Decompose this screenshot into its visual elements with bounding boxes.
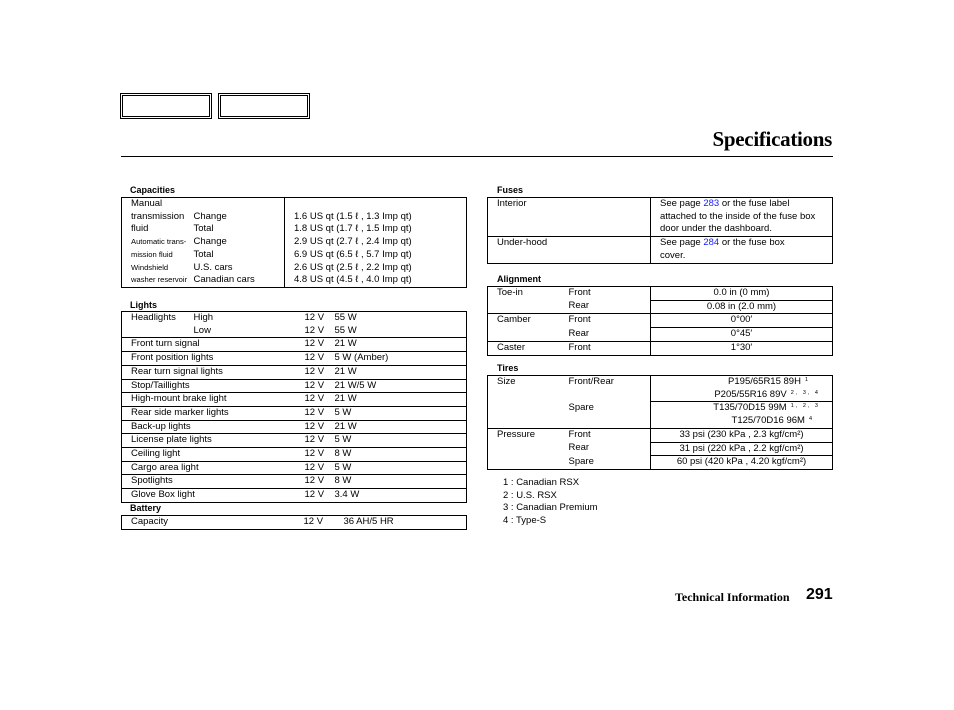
tires-heading: Tires	[497, 363, 519, 373]
alignment-sub: Front	[568, 287, 591, 298]
tire-pressure-value: 33 psi (230 kPa , 2.3 kgf/cm²)	[651, 428, 833, 442]
fuse-interior-label: Interior	[497, 198, 527, 209]
light-volt: 12 V	[304, 352, 325, 364]
light-name: Rear side marker lights	[131, 406, 229, 418]
light-watt: 21 W/5 W	[334, 379, 377, 391]
page-title: Specifications	[712, 127, 832, 151]
lights-row	[122, 475, 467, 489]
light-name: Headlights	[131, 312, 176, 323]
battery-name: Capacity	[131, 516, 168, 527]
lights-heading: Lights	[130, 300, 157, 310]
capacity-sub: U.S. cars	[193, 261, 233, 273]
tire-pressure-sub: Spare	[568, 455, 594, 467]
light-volt: 12 V	[304, 338, 325, 350]
fuse-interior-text: See page 283 or the fuse label attached to the inside of the fuse box door under the dashboard.	[651, 198, 833, 237]
alignment-value: 0.08 in (2.0 mm)	[651, 300, 833, 314]
light-volt: 12 V	[304, 312, 325, 323]
tire-pressure-sub: Front	[568, 428, 591, 440]
alignment-name	[488, 300, 559, 314]
light-sub: Low	[193, 324, 211, 336]
lights-row	[122, 312, 467, 325]
washer-label-1: Windshield	[131, 262, 169, 272]
light-watt: 5 W	[334, 434, 352, 446]
capacity-value: 2.9 US qt (2.7 ℓ , 2.4 Imp qt)	[285, 236, 467, 249]
tire-footnotes	[503, 477, 598, 528]
capacity-sub: Total	[193, 248, 214, 260]
light-watt: 21 W	[334, 420, 357, 432]
fuse-underhood-text: See page 284 or the fuse box cover.	[651, 237, 833, 263]
footnote: 1 : Canadian RSX	[503, 477, 580, 488]
light-name: Rear turn signal lights	[131, 365, 223, 377]
light-watt: 8 W	[334, 475, 352, 487]
light-volt: 12 V	[304, 461, 325, 473]
capacity-sub: Change	[193, 236, 227, 248]
battery-table	[121, 515, 467, 530]
alignment-name	[488, 328, 559, 342]
lights-row	[122, 406, 467, 420]
light-watt: 21 W	[334, 338, 357, 350]
light-name: Glove Box light	[131, 489, 195, 501]
light-volt: 12 V	[304, 489, 325, 501]
alignment-row	[488, 300, 833, 314]
alignment-sub: Rear	[568, 300, 590, 312]
light-name: High-mount brake light	[131, 393, 227, 405]
alignment-value: 0°00′	[651, 314, 833, 328]
light-volt: 12 V	[304, 448, 325, 460]
washer-label-2: washer reservoir	[131, 275, 188, 285]
light-watt: 5 W	[334, 406, 352, 418]
tire-size: P205/55R16 89V	[714, 388, 787, 400]
light-name: Cargo area light	[131, 461, 199, 473]
capacity-sub: Change	[193, 210, 227, 222]
footnote: 3 : Canadian Premium	[503, 502, 598, 514]
manual-label-2: transmission	[131, 210, 185, 222]
light-volt: 12 V	[304, 379, 325, 391]
fuse-page-link-283[interactable]: 283	[703, 198, 720, 209]
light-name: Stop/Taillights	[131, 379, 190, 391]
tires-table	[487, 375, 833, 470]
manual-label-1: Manual	[131, 198, 163, 209]
lights-row	[122, 338, 467, 352]
lights-row	[122, 352, 467, 366]
alignment-row	[488, 287, 833, 301]
tire-pressure-sub: Rear	[568, 442, 590, 454]
alignment-table	[487, 286, 833, 356]
light-name	[122, 325, 193, 338]
battery-heading: Battery	[130, 503, 162, 513]
light-name: Front turn signal	[131, 338, 200, 350]
light-name: Spotlights	[131, 475, 173, 487]
footer-section-label: Technical Information	[675, 590, 790, 604]
battery-value: 36 AH/5 HR	[343, 516, 394, 527]
footnote: 2 : U.S. RSX	[503, 489, 557, 501]
light-watt: 21 W	[334, 365, 357, 377]
lights-row	[122, 489, 467, 503]
tire-size-label: Size	[497, 376, 516, 387]
tire-size: T135/70D15 99M	[713, 402, 787, 414]
nav-tab-box-1[interactable]	[120, 93, 212, 119]
lights-row	[122, 448, 467, 462]
light-volt: 12 V	[304, 324, 325, 336]
light-name: Ceiling light	[131, 448, 181, 460]
capacities-table	[121, 197, 467, 288]
battery-volt: 12 V	[303, 516, 324, 527]
light-name: Front position lights	[131, 352, 214, 364]
alignment-sub: Front	[568, 314, 591, 326]
lights-row	[122, 379, 467, 393]
tire-spare-label: Spare	[559, 402, 651, 415]
alignment-row	[488, 341, 833, 355]
tire-pressure-label: Pressure	[497, 428, 536, 440]
capacity-value: 2.6 US qt (2.5 ℓ , 2.2 Imp qt)	[285, 262, 467, 275]
tire-pressure-value: 60 psi (420 kPa , 4.20 kgf/cm²)	[651, 456, 833, 470]
fuses-heading: Fuses	[497, 185, 524, 195]
light-volt: 12 V	[304, 406, 325, 418]
light-sub: High	[193, 312, 214, 323]
page-number: 291	[806, 586, 833, 603]
alignment-name: Camber	[497, 314, 531, 326]
lights-row	[122, 461, 467, 475]
light-volt: 12 V	[304, 475, 325, 487]
capacity-value: 4.8 US qt (4.5 ℓ , 4.0 Imp qt)	[285, 274, 467, 287]
light-watt: 21 W	[334, 393, 357, 405]
alignment-row	[488, 314, 833, 328]
lights-table	[121, 311, 467, 503]
alignment-name: Caster	[497, 341, 525, 353]
light-watt: 5 W	[334, 461, 352, 473]
alignment-heading: Alignment	[497, 274, 541, 284]
light-watt: 55 W	[334, 312, 357, 323]
light-volt: 12 V	[304, 434, 325, 446]
alignment-sub: Rear	[568, 327, 590, 339]
tire-size: T125/70D16 96M	[731, 415, 805, 427]
light-name: License plate lights	[131, 434, 212, 446]
light-volt: 12 V	[304, 393, 325, 405]
lights-row	[122, 434, 467, 448]
tire-front-rear-label: Front/Rear	[568, 376, 614, 387]
alignment-row	[488, 328, 833, 342]
light-watt: 8 W	[334, 448, 352, 460]
alignment-value: 0.0 in (0 mm)	[651, 287, 833, 301]
alignment-name: Toe-in	[497, 287, 523, 298]
lights-row	[122, 325, 467, 338]
capacity-value: 1.8 US qt (1.7 ℓ , 1.5 Imp qt)	[285, 223, 467, 236]
capacity-sub: Total	[193, 223, 214, 235]
tire-footnote: 4	[808, 416, 814, 423]
lights-row	[122, 393, 467, 407]
title-divider	[121, 156, 833, 157]
light-volt: 12 V	[304, 365, 325, 377]
alignment-value: 1°30′	[651, 341, 833, 355]
capacity-value: 6.9 US qt (6.5 ℓ , 5.7 Imp qt)	[285, 249, 467, 262]
alignment-value: 0°45′	[651, 328, 833, 342]
tire-footnote: 1	[804, 377, 810, 383]
tire-footnote: 1, 2, 3	[790, 403, 820, 410]
light-name: Back-up lights	[131, 420, 191, 432]
light-volt: 12 V	[304, 420, 325, 432]
light-watt: 3.4 W	[334, 489, 360, 501]
tire-footnote: 2, 3, 4	[790, 389, 820, 396]
fuse-underhood-label: Under-hood	[497, 237, 548, 249]
lights-row	[122, 365, 467, 379]
auto-label-1: Automatic trans-	[131, 237, 187, 247]
tire-pressure-value: 31 psi (220 kPa , 2.2 kgf/cm²)	[651, 442, 833, 456]
footnote: 4 : Type-S	[503, 515, 547, 527]
tire-size: P195/65R15 89H	[728, 376, 801, 387]
fuses-table	[487, 197, 833, 264]
light-watt: 55 W	[334, 324, 357, 336]
lights-row	[122, 420, 467, 434]
light-watt: 5 W (Amber)	[334, 352, 389, 364]
auto-label-2: mission fluid	[131, 249, 173, 259]
manual-label-3: fluid	[131, 223, 149, 235]
nav-tab-box-2[interactable]	[218, 93, 310, 119]
capacities-heading: Capacities	[130, 185, 176, 195]
capacity-sub: Canadian cars	[193, 274, 255, 286]
capacity-value: 1.6 US qt (1.5 ℓ , 1.3 Imp qt)	[285, 211, 467, 224]
fuse-page-link-284[interactable]: 284	[703, 237, 720, 249]
alignment-sub: Front	[568, 341, 591, 353]
